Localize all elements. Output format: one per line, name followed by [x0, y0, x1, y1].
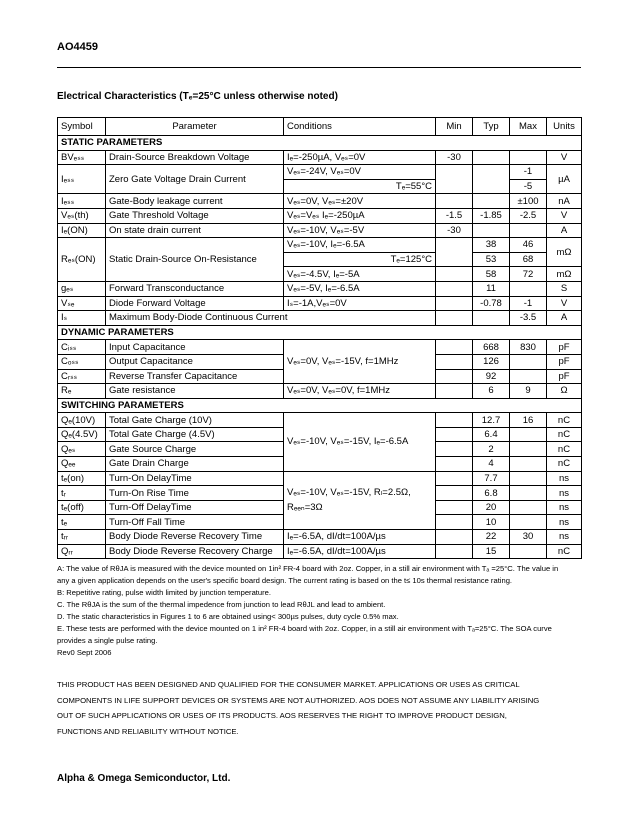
conditions-cell: Tₑ=55°C: [284, 179, 436, 194]
symbol-cell: Vₛₑ: [58, 296, 106, 311]
max-cell: 30: [510, 530, 547, 545]
typ-cell: 38: [473, 238, 510, 253]
max-cell: 9: [510, 384, 547, 399]
symbol-cell: tₑ: [58, 515, 106, 530]
table-row: [58, 238, 582, 253]
table-row: [58, 281, 582, 296]
symbol-cell: Qₑₑ: [58, 457, 106, 472]
company-name: Alpha & Omega Semiconductor, Ltd.: [57, 773, 231, 784]
parameter-cell: Reverse Transfer Capacitance: [106, 369, 284, 384]
typ-cell: 7.7: [473, 471, 510, 486]
symbol-cell: Vₑₛ(th): [58, 208, 106, 223]
parameter-cell: Gate Drain Charge: [106, 457, 284, 472]
max-cell: -1: [510, 165, 547, 180]
col-parameter: Parameter: [106, 118, 284, 136]
typ-cell: 11: [473, 281, 510, 296]
section-dynamic: DYNAMIC PARAMETERS: [58, 325, 582, 340]
symbol-cell: tₑ(off): [58, 500, 106, 515]
parameter-cell: Turn-On DelayTime: [106, 471, 284, 486]
parameter-cell: Gate Source Charge: [106, 442, 284, 457]
symbol-cell: Rₑₛ(ON): [58, 238, 106, 282]
symbol-cell: Iₑₛₛ: [58, 165, 106, 194]
note-line: E. These tests are performed with the device mounted on 1 in² FR-4 board with 2oz. Copper, in a still air environment with Tₐ=25°C. The SOA curve: [57, 624, 552, 633]
max-cell: 46: [510, 238, 547, 253]
typ-cell: 10: [473, 515, 510, 530]
symbol-cell: Rₑ: [58, 384, 106, 399]
units-cell: A: [547, 311, 582, 326]
units-cell: Ω: [547, 384, 582, 399]
table-row: [58, 165, 582, 180]
units-cell: nC: [547, 413, 582, 428]
symbol-cell: tₑ(on): [58, 471, 106, 486]
conditions-cell: Vₑₛ=-5V, Iₑ=-6.5A: [284, 281, 436, 296]
units-cell: µA: [547, 165, 582, 194]
conditions-cell: Vₑₛ=-10V, Vₑₛ=-15V, Iₑ=-6.5A: [284, 413, 436, 471]
parameter-cell: Total Gate Charge (10V): [106, 413, 284, 428]
table-row: [58, 384, 582, 399]
switch-conditions-line-1: Vₑₛ=-10V, Vₑₛ=-15V, Rₗ=2.5Ω,: [287, 487, 411, 499]
units-cell: nC: [547, 457, 582, 472]
parameter-cell: Output Capacitance: [106, 354, 284, 369]
parameter-cell: Gate resistance: [106, 384, 284, 399]
max-cell: 72: [510, 267, 547, 282]
footnotes: [57, 563, 581, 659]
symbol-cell: Iₑ(ON): [58, 223, 106, 238]
typ-cell: 2: [473, 442, 510, 457]
typ-cell: 668: [473, 340, 510, 355]
symbol-cell: gₑₛ: [58, 281, 106, 296]
page-title: Electrical Characteristics (Tₑ=25°C unless otherwise noted): [57, 91, 338, 102]
disclaimer-line: OUT OF SUCH APPLICATIONS OR USES OF ITS PRODUCTS. AOS RESERVES THE RIGHT TO IMPROVE PRODUCT DESIGN,: [57, 711, 507, 720]
typ-cell: 126: [473, 354, 510, 369]
units-cell: V: [547, 296, 582, 311]
conditions-cell: Vₑₛ=-24V, Vₑₛ=0V: [284, 165, 436, 180]
min-cell: -30: [436, 150, 473, 165]
conditions-cell: Vₑₛ=Vₑₛ Iₑ=-250µA: [284, 208, 436, 223]
table-row: [58, 413, 582, 428]
electrical-characteristics-table: [57, 117, 582, 559]
col-symbol: Symbol: [58, 118, 106, 136]
parameter-cell: Gate Threshold Voltage: [106, 208, 284, 223]
min-cell: -1.5: [436, 208, 473, 223]
typ-cell: 53: [473, 252, 510, 267]
typ-cell: 6.4: [473, 427, 510, 442]
max-cell: -1: [510, 296, 547, 311]
units-cell: nC: [547, 442, 582, 457]
units-cell: ns: [547, 530, 582, 545]
typ-cell: 6: [473, 384, 510, 399]
part-number: AO4459: [57, 41, 98, 53]
conditions-cell: Iₑ=-6.5A, dI/dt=100A/µs: [284, 544, 436, 559]
units-cell: pF: [547, 340, 582, 355]
units-cell: V: [547, 208, 582, 223]
min-cell: -30: [436, 223, 473, 238]
typ-cell: 12.7: [473, 413, 510, 428]
parameter-cell: Diode Forward Voltage: [106, 296, 284, 311]
max-cell: -5: [510, 179, 547, 194]
symbol-cell: Cₒₛₛ: [58, 354, 106, 369]
units-cell: nC: [547, 544, 582, 559]
note-line: provides a single pulse rating.: [57, 636, 158, 645]
max-cell: ±100: [510, 194, 547, 209]
typ-cell: -0.78: [473, 296, 510, 311]
table-row: [58, 223, 582, 238]
conditions-cell: Vₑₛ=-10V, Vₑₛ=-5V: [284, 223, 436, 238]
parameter-cell: Drain-Source Breakdown Voltage: [106, 150, 284, 165]
symbol-cell: Qₑₛ: [58, 442, 106, 457]
conditions-cell: Iₛ=-1A,Vₑₛ=0V: [284, 296, 436, 311]
conditions-cell: Vₑₛ=-10V, Iₑ=-6.5A: [284, 238, 436, 253]
header-divider: [57, 67, 581, 68]
typ-cell: 15: [473, 544, 510, 559]
typ-cell: 4: [473, 457, 510, 472]
table-row: [58, 296, 582, 311]
conditions-cell: Iₑ=-250µA, Vₑₛ=0V: [284, 150, 436, 165]
max-cell: 830: [510, 340, 547, 355]
note-line: C. The RθJA is the sum of the thermal impedence from junction to lead RθJL and lead to ambient.: [57, 600, 386, 609]
max-cell: -2.5: [510, 208, 547, 223]
col-units: Units: [547, 118, 582, 136]
revision-note: Rev0 Sept 2006: [57, 648, 112, 657]
units-cell: ns: [547, 471, 582, 486]
typ-cell: 20: [473, 500, 510, 515]
symbol-cell: Iₛ: [58, 311, 106, 326]
conditions-cell: Vₑₛ=-4.5V, Iₑ=-5A: [284, 267, 436, 282]
max-cell: 16: [510, 413, 547, 428]
conditions-cell: Vₑₛ=0V, Vₑₛ=-15V, f=1MHz: [284, 340, 436, 384]
note-line: any a given application depends on the user's specific board design. The current rating is based on the t≤ 10s thermal resistance rating.: [57, 576, 513, 585]
units-cell: nA: [547, 194, 582, 209]
table-row: [58, 544, 582, 559]
symbol-cell: Cᵣₛₛ: [58, 369, 106, 384]
units-cell: A: [547, 223, 582, 238]
parameter-cell: Turn-Off DelayTime: [106, 500, 284, 515]
note-line: B: Repetitive rating, pulse width limited by junction temperature.: [57, 588, 271, 597]
typ-cell: -1.85: [473, 208, 510, 223]
max-cell: 68: [510, 252, 547, 267]
symbol-cell: Iₑₛₛ: [58, 194, 106, 209]
table-row: [58, 194, 582, 209]
symbol-cell: Cᵢₛₛ: [58, 340, 106, 355]
table-row: [58, 311, 582, 326]
symbol-cell: BVₑₛₛ: [58, 150, 106, 165]
max-cell: -3.5: [510, 311, 547, 326]
table-header-row: [58, 118, 582, 136]
units-cell: mΩ: [547, 238, 582, 267]
symbol-cell: tᵣᵣ: [58, 530, 106, 545]
units-cell: mΩ: [547, 267, 582, 282]
symbol-cell: tᵣ: [58, 486, 106, 501]
disclaimer-line: COMPONENTS IN LIFE SUPPORT DEVICES OR SYSTEMS ARE NOT AUTHORIZED. AOS DOES NOT ASSUME ANY LIABILITY ARISING: [57, 695, 540, 705]
parameter-cell: Turn-On Rise Time: [106, 486, 284, 501]
parameter-cell: Gate-Body leakage current: [106, 194, 284, 209]
col-min: Min: [436, 118, 473, 136]
units-cell: ns: [547, 515, 582, 530]
symbol-cell: Qₑ(4.5V): [58, 427, 106, 442]
disclaimer-line: FUNCTIONS AND RELIABILITY WITHOUT NOTICE.: [57, 726, 239, 736]
parameter-cell: Total Gate Charge (4.5V): [106, 427, 284, 442]
parameter-cell: On state drain current: [106, 223, 284, 238]
parameter-cell: Body Diode Reverse Recovery Charge: [106, 544, 284, 559]
table-row: [58, 150, 582, 165]
section-switching: SWITCHING PARAMETERS: [58, 398, 582, 413]
section-static: STATIC PARAMETERS: [58, 136, 582, 151]
table-row: [58, 208, 582, 223]
conditions-cell: Vₑₛ=0V, Vₑₛ=±20V: [284, 194, 436, 209]
switch-conditions-line-2: Rₑₑₙ=3Ω: [287, 502, 323, 514]
units-cell: V: [547, 150, 582, 165]
parameter-cell: Forward Transconductance: [106, 281, 284, 296]
typ-cell: 22: [473, 530, 510, 545]
disclaimer-line: THIS PRODUCT HAS BEEN DESIGNED AND QUALIFIED FOR THE CONSUMER MARKET. APPLICATIONS OR USES AS CRITICAL: [57, 680, 520, 689]
units-cell: ns: [547, 500, 582, 515]
symbol-cell: Qᵣᵣ: [58, 544, 106, 559]
units-cell: ns: [547, 486, 582, 501]
symbol-cell: Qₑ(10V): [58, 413, 106, 428]
parameter-cell: Body Diode Reverse Recovery Time: [106, 530, 284, 545]
parameter-cell: Turn-Off Fall Time: [106, 515, 284, 530]
table-row: [58, 340, 582, 355]
note-line: A: The value of RθJA is measured with the device mounted on 1in² FR-4 board with 2oz. Copper, in a still air environment with Tₐ =25°C. The value in: [57, 564, 559, 573]
col-max: Max: [510, 118, 547, 136]
disclaimer: [57, 677, 581, 739]
units-cell: nC: [547, 427, 582, 442]
table-row: [58, 471, 582, 486]
conditions-cell: [284, 471, 436, 529]
conditions-cell: Vₑₛ=0V, Vₑₛ=0V, f=1MHz: [284, 384, 436, 399]
note-line: D. The static characteristics in Figures 1 to 6 are obtained using< 300µs pulses, duty cycle 0.5% max.: [57, 612, 399, 621]
units-cell: S: [547, 281, 582, 296]
units-cell: pF: [547, 354, 582, 369]
parameter-cell: Static Drain-Source On-Resistance: [106, 238, 284, 282]
table-row: [58, 530, 582, 545]
conditions-cell: Iₑ=-6.5A, dI/dt=100A/µs: [284, 530, 436, 545]
conditions-cell: Tₑ=125°C: [284, 252, 436, 267]
units-cell: pF: [547, 369, 582, 384]
parameter-cell: Maximum Body-Diode Continuous Current: [106, 311, 436, 326]
parameter-cell: Zero Gate Voltage Drain Current: [106, 165, 284, 194]
col-conditions: Conditions: [284, 118, 436, 136]
parameter-cell: Input Capacitance: [106, 340, 284, 355]
typ-cell: 92: [473, 369, 510, 384]
typ-cell: 6.8: [473, 486, 510, 501]
typ-cell: 58: [473, 267, 510, 282]
col-typ: Typ: [473, 118, 510, 136]
